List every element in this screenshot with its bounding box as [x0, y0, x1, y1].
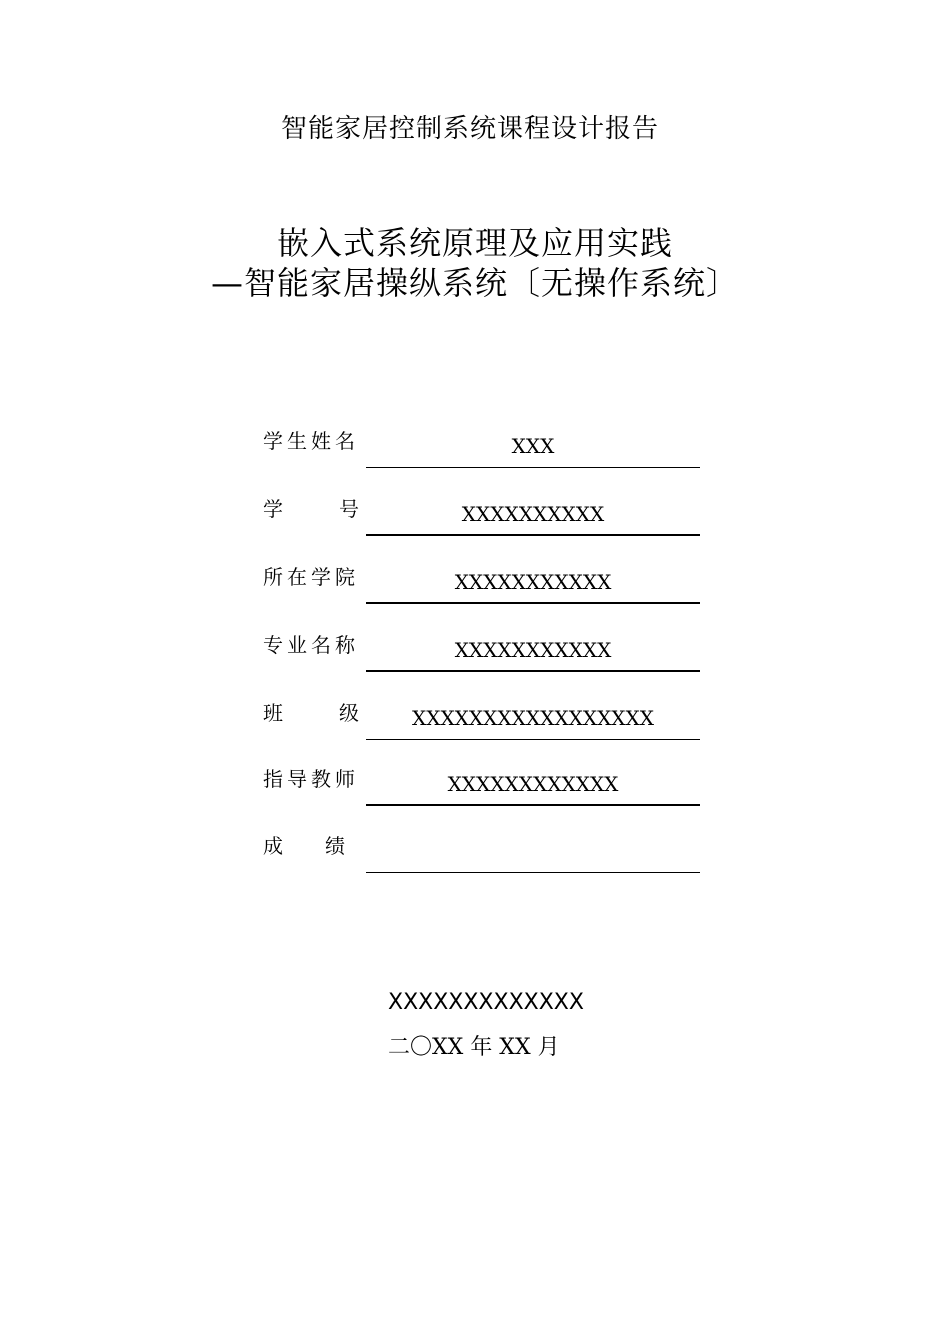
- advisor-label: 指导教师: [263, 767, 359, 791]
- class-label: [263, 697, 359, 726]
- grade-label-right: 绩: [325, 834, 345, 858]
- info-row-advisor: [263, 760, 700, 800]
- student-name-underline: [366, 467, 700, 468]
- college-underline: [366, 602, 700, 604]
- major-underline: [366, 670, 700, 672]
- info-row-grade: [263, 827, 700, 867]
- class-value: XXXXXXXXXXXXXXXXX: [411, 706, 655, 730]
- grade-label-left: 成: [263, 834, 283, 858]
- student-id-label-right: 号: [339, 497, 359, 521]
- student-id-label-left: 学: [263, 497, 283, 521]
- info-row-class: [263, 694, 700, 734]
- student-name-value: XXX: [511, 434, 555, 458]
- grade-underline: [366, 872, 700, 873]
- major-label: 专业名称: [263, 633, 359, 657]
- major-value: XXXXXXXXXXX: [454, 638, 612, 662]
- footer-organization: XXXXXXXXXXXXX: [388, 990, 584, 1015]
- report-header-title: 智能家居控制系统课程设计报告: [280, 114, 659, 144]
- advisor-value: XXXXXXXXXXXX: [447, 772, 619, 796]
- info-row-student-id: [263, 490, 700, 530]
- college-label: 所在学院: [263, 565, 359, 589]
- student-id-value: XXXXXXXXXX: [461, 502, 605, 526]
- main-title-line-1: 嵌入式系统原理及应用实践: [276, 224, 673, 262]
- class-label-left: 班: [263, 701, 283, 725]
- info-row-major: [263, 626, 700, 666]
- class-label-right: 级: [339, 701, 359, 725]
- student-id-underline: [366, 534, 700, 536]
- class-underline: [366, 739, 700, 740]
- college-value: XXXXXXXXXXX: [454, 570, 612, 594]
- advisor-underline: [366, 804, 700, 806]
- student-name-label: 学生姓名: [263, 429, 359, 453]
- student-id-label: [263, 493, 359, 522]
- footer-date: 二〇XX 年 XX 月: [388, 1035, 560, 1060]
- info-row-student-name: [263, 422, 700, 462]
- grade-label: [263, 830, 345, 859]
- info-row-college: [263, 558, 700, 598]
- main-title-line-2: —智能家居操纵系统〔无操作系统〕: [210, 264, 739, 302]
